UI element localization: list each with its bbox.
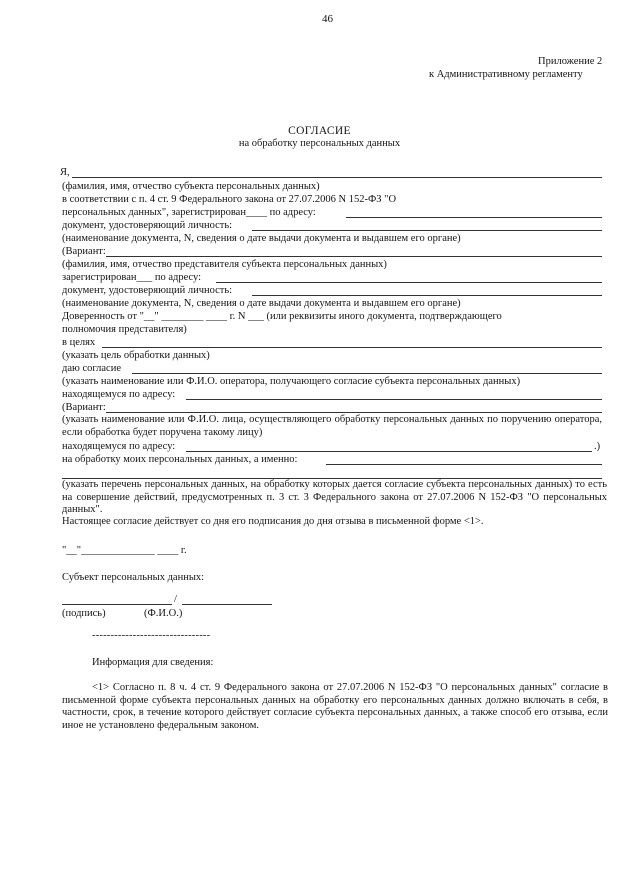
representative-doc-caption: (наименование документа, N, сведения о дате выдачи документа и выдавшем его органе): [62, 298, 461, 309]
representative-doc-label: документ, удостоверяющий личность:: [62, 285, 233, 296]
consent-label: даю согласие: [62, 363, 121, 374]
operator-address-field[interactable]: [186, 399, 602, 400]
close-paren: .): [594, 441, 601, 452]
representative-doc-field[interactable]: [252, 295, 602, 296]
operator-caption: (указать наименование или Ф.И.О. оператора, получающего согласие субъекта персональных данных): [62, 376, 521, 387]
purpose-caption: (указать цель обработки данных): [62, 350, 210, 361]
power-of-attorney-line: Доверенность от "__" ________ ____ г. N ___ (или реквизиты иного документа, подтверждающего: [62, 311, 502, 322]
representative-registered-label: зарегистрирован___ по адресу:: [62, 272, 202, 283]
signature-field[interactable]: [62, 604, 172, 605]
registered-label: персональных данных", зарегистрирован____ по адресу:: [62, 207, 316, 218]
appendix-number: Приложение 2: [538, 56, 603, 67]
footnote-separator: --------------------------------: [92, 630, 211, 641]
personal-data-field[interactable]: [326, 464, 602, 465]
representative-fio-caption: (фамилия, имя, отчество представителя субъекта персональных данных): [62, 259, 387, 270]
info-label: Информация для сведения:: [92, 657, 214, 668]
fio-subject-caption: (фамилия, имя, отчество субъекта персональных данных): [62, 181, 320, 192]
representative-fio-field[interactable]: [106, 256, 602, 257]
processor-caption: (указать наименование или Ф.И.О. лица, осуществляющего обработку персональных данных по поручению оператора, если обработка будет поручена такому лицу): [62, 414, 602, 438]
fio-caption: (Ф.И.О.): [144, 608, 183, 619]
identity-doc-field[interactable]: [252, 230, 602, 231]
signature-slash: /: [174, 594, 177, 605]
personal-data-caption: (указать перечень персональных данных, на обработку которых дается согласие субъекта персональных данных) то есть на совершение действий, предусмотренных п. 3 ст. 3 Федерального закона от 27.07.2006 N 152-ФЗ "О персональных данных".: [62, 479, 607, 515]
document-subtitle: на обработку персональных данных: [238, 138, 401, 149]
processing-label: на обработку моих персональных данных, а именно:: [62, 454, 298, 465]
variant2-label: (Вариант:: [62, 402, 106, 413]
signature-caption: (подпись): [62, 608, 106, 619]
law-reference-line: в соответствии с п. 4 ст. 9 Федерального закона от 27.07.2006 N 152-ФЗ "О: [62, 194, 397, 205]
footnote-text: <1> Согласно п. 8 ч. 4 ст. 9 Федерального закона от 27.07.2006 N 152-ФЗ "О персональных данных" согласие в письменной форме субъекта персональных данных на обработку его персональных данных должно включать в себя, в частности, срок, в течение которого действует согласие субъекта персональных данных, а также способ его отзыва, если иное не установлено федеральным законом.: [62, 682, 608, 731]
identity-doc-label: документ, удостоверяющий личность:: [62, 220, 233, 231]
representative-address-field[interactable]: [216, 282, 602, 283]
operator-address-label: находящемуся по адресу:: [62, 389, 176, 400]
purpose-label: в целях: [62, 337, 96, 348]
signature-fio-field[interactable]: [182, 604, 272, 605]
processor-address-field[interactable]: [186, 451, 592, 452]
subject-label: Субъект персональных данных:: [62, 572, 205, 583]
document-title: СОГЛАСИЕ: [288, 125, 351, 137]
appendix-reference: к Административному регламенту: [429, 69, 583, 80]
variant-label: (Вариант:: [62, 246, 106, 257]
ya-label: Я,: [60, 167, 70, 178]
purpose-field[interactable]: [102, 347, 602, 348]
power-of-attorney-line2: полномочия представителя): [62, 324, 187, 335]
subject-address-field[interactable]: [346, 217, 602, 218]
processor-address-label: находящемуся по адресу:: [62, 441, 176, 452]
processor-field[interactable]: [106, 412, 602, 413]
identity-doc-caption: (наименование документа, N, сведения о дате выдачи документа и выдавшем его органе): [62, 233, 461, 244]
operator-field[interactable]: [132, 373, 602, 374]
fio-subject-field[interactable]: [72, 177, 602, 178]
validity-statement: Настоящее согласие действует со дня его подписания до дня отзыва в письменной форме <1>.: [62, 516, 484, 527]
page-number: 46: [322, 13, 333, 25]
date-line[interactable]: "__"______________ ____ г.: [62, 545, 187, 556]
